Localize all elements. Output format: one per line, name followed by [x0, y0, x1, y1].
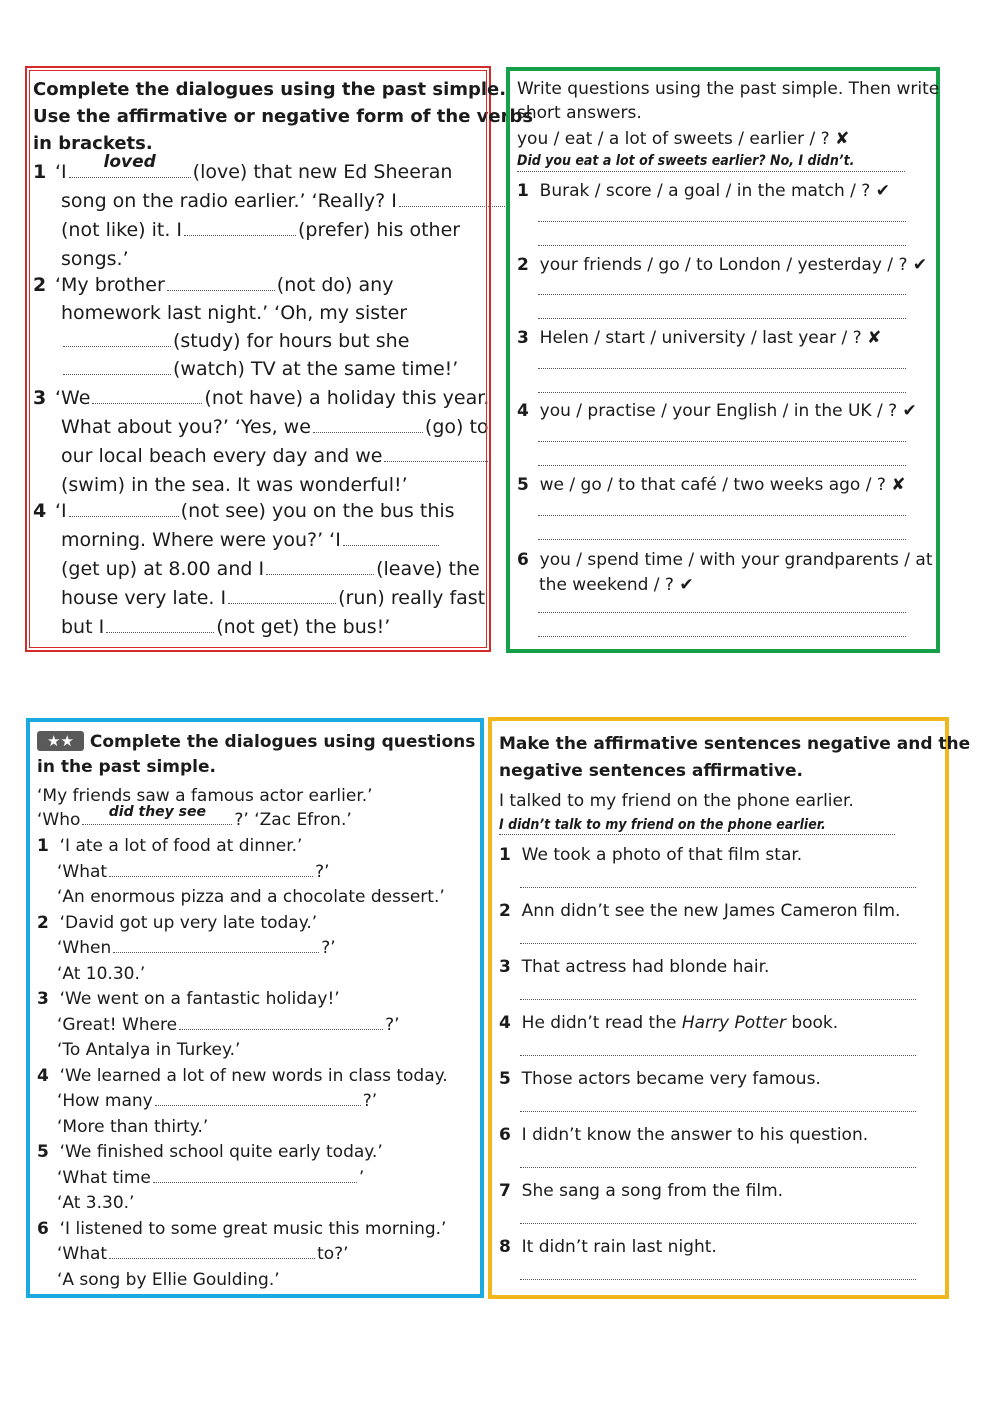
answer-blank[interactable] [343, 530, 439, 546]
exercise-3-title: ★★ Complete the dialogues using questions in the past simple. [37, 732, 476, 777]
answer-blank[interactable] [113, 937, 319, 953]
exercise-4-item: 3 That actress had blonde hair. [499, 957, 770, 977]
exercise-3-item: 3 ‘We went on a fantastic holiday!’ ‘Great! Where ?’ ‘To Antalya in Turkey.’ [37, 989, 400, 1060]
answer-line[interactable] [520, 1279, 916, 1280]
exercise-4-item: 1 We took a photo of that film star. [499, 845, 803, 865]
answer-line [517, 171, 905, 172]
exercise-2-item: 6 you / spend time / with your grandparents / at the weekend / ? ✔ [517, 550, 933, 595]
answer-blank[interactable] [313, 417, 423, 433]
exercise-2-title: Write questions using the past simple. Then write short answers. [517, 79, 940, 123]
answer-blank[interactable] [153, 1167, 357, 1183]
exercise-4-item: 5 Those actors became very famous. [499, 1069, 821, 1089]
answer-blank[interactable] [228, 588, 336, 604]
exercise-2-item: 5 we / go / to that café / two weeks ago / ? ✘ [517, 475, 906, 495]
answer-line[interactable] [520, 887, 916, 888]
difficulty-stars-icon: ★★ [37, 731, 84, 751]
answer-line[interactable] [520, 1055, 916, 1056]
answer-line[interactable] [538, 465, 906, 466]
answer-line[interactable] [538, 636, 906, 637]
answer-blank: did they see [82, 809, 232, 825]
answer-blank[interactable]: loved [69, 162, 191, 178]
exercise-3-item: 4 ‘We learned a lot of new words in class today. ‘How many ?’ ‘More than thirty.’ [37, 1065, 448, 1137]
answer-blank[interactable] [155, 1090, 361, 1106]
exercise-3-item: 5 ‘We finished school quite early today.’ ‘What time ’ ‘At 3.30.’ [37, 1142, 383, 1213]
exercise-4-item: 6 I didn’t know the answer to his question. [499, 1125, 869, 1145]
answer-blank[interactable] [69, 501, 179, 517]
tick-icon: ✔ [875, 181, 890, 201]
exercise-1-item: 2 ‘My brother (not do) any homework last night.’ ‘Oh, my sister (study) for hours but she (watch) TV at the same time!’ [33, 274, 459, 380]
answer-blank[interactable] [63, 331, 171, 347]
answer-blank[interactable] [266, 559, 374, 575]
exercise-1-item: 4 ‘I (not see) you on the bus this morning. Where were you?’ ‘I (get up) at 8.00 and I (leave) the house very late. I (run) really fast but I (not get) the bus!’ [33, 500, 486, 638]
exercise-4-example-answer: I didn’t talk to my friend on the phone earlier. [499, 817, 826, 833]
answer-line[interactable] [520, 943, 916, 944]
answer-blank[interactable] [106, 617, 214, 633]
answer-line[interactable] [538, 539, 906, 540]
exercise-4-item: 4 He didn’t read the Harry Potter book. [499, 1013, 839, 1033]
answer-line[interactable] [538, 318, 906, 319]
tick-icon: ✔ [902, 401, 917, 421]
answer-blank[interactable] [63, 359, 171, 375]
answer-line[interactable] [538, 441, 906, 442]
answer-blank[interactable] [109, 861, 313, 877]
exercise-3-item: 1 ‘I ate a lot of food at dinner.’ ‘What ?’ ‘An enormous pizza and a chocolate dessert.’ [37, 836, 445, 907]
answer-blank[interactable] [92, 388, 202, 404]
exercise-past-simple-questions [26, 718, 484, 1298]
answer-line[interactable] [520, 1167, 916, 1168]
exercise-2-example: you / eat / a lot of sweets / earlier / ? ✘ [517, 129, 850, 149]
tick-icon: ✔ [912, 255, 928, 275]
exercise-1-item: 3 ‘We (not have) a holiday this year. What about you?’ ‘Yes, we (go) to our local beach every day and we (swim) in the sea. It was wonderful!’ [33, 387, 490, 496]
exercise-2-item: 1 Burak / score / a goal / in the match / ? ✔ [517, 181, 890, 201]
answer-line[interactable] [538, 294, 906, 295]
answer-blank[interactable] [184, 220, 296, 236]
cross-icon: ✘ [867, 328, 882, 348]
exercise-2-item: 4 you / practise / your English / in the UK / ? ✔ [517, 401, 917, 421]
answer-blank[interactable] [399, 191, 505, 207]
cross-icon: ✘ [835, 129, 850, 149]
answer-line[interactable] [520, 1111, 916, 1112]
answer-line [499, 834, 895, 835]
exercise-2-example-answer: Did you eat a lot of sweets earlier? No, I didn’t. [517, 153, 855, 169]
exercise-2-item: 3 Helen / start / university / last year / ? ✘ [517, 328, 882, 348]
exercise-3-items [37, 834, 448, 1293]
answer-line[interactable] [538, 221, 906, 222]
answer-blank[interactable] [167, 275, 275, 291]
answer-line[interactable] [538, 515, 906, 516]
answer-line[interactable] [538, 368, 906, 369]
answer-line[interactable] [520, 1223, 916, 1224]
answer-line[interactable] [538, 245, 906, 246]
cross-icon: ✘ [891, 475, 906, 495]
exercise-affirmative-negative [488, 717, 971, 1299]
exercise-3-example: ‘My friends saw a famous actor earlier.’ ‘Who did they see ?’ ‘Zac Efron.’ [37, 786, 373, 830]
answer-blank[interactable] [109, 1243, 315, 1259]
exercise-1-item: 1 ‘I loved (love) that new Ed Sheeran song on the radio earlier.’ ‘Really? I (not like) it. I (prefer) his other songs.’ [33, 158, 507, 274]
answer-blank[interactable] [384, 446, 490, 462]
tick-icon: ✔ [679, 575, 694, 595]
exercise-4-example: I talked to my friend on the phone earlier. [499, 791, 854, 811]
answer-line[interactable] [520, 999, 916, 1000]
exercise-2-item: 2 your friends / go / to London / yesterday / ? ✔ [517, 255, 928, 275]
exercise-1-title: Complete the dialogues using the past simple. Use the affirmative or negative form of the verbs in brackets. [33, 79, 534, 154]
exercise-4-item: 8 It didn’t rain last night. [499, 1237, 717, 1257]
exercise-4-item: 2 Ann didn’t see the new James Cameron film. [499, 901, 901, 921]
answer-line[interactable] [538, 392, 906, 393]
exercise-4-title: Make the affirmative sentences negative and the negative sentences affirmative. [499, 734, 971, 781]
answer-blank[interactable] [179, 1014, 383, 1030]
exercise-3-item: 6 ‘I listened to some great music this morning.’ ‘What to?’ ‘A song by Ellie Goulding.’ [37, 1218, 447, 1290]
exercise-past-simple-dialogues [25, 66, 534, 652]
exercise-write-questions [506, 67, 940, 653]
exercise-3-item: 2 ‘David got up very late today.’ ‘When ?’ ‘At 10.30.’ [37, 912, 336, 984]
exercise-4-item: 7 She sang a song from the film. [499, 1181, 784, 1201]
answer-line[interactable] [538, 612, 906, 613]
